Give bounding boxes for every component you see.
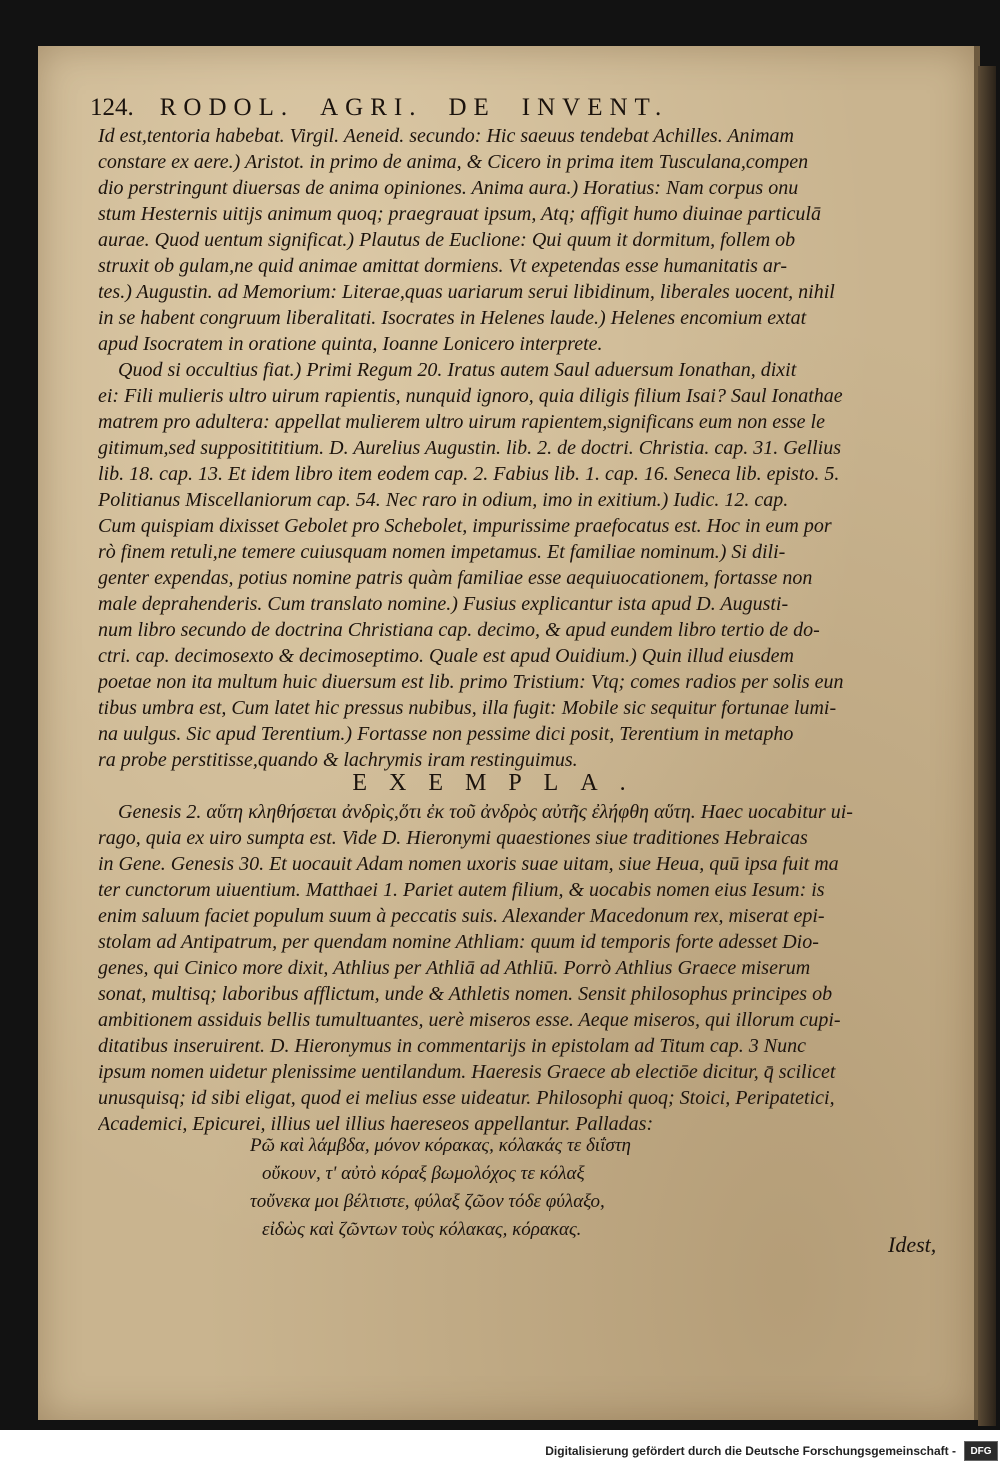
text-line: rò finem retuli,ne temere cuiusquam nomen impetamus. Et familiae nominum.) Si dili- (98, 541, 786, 563)
text-line: unusquisq; id sibi eligat, quod ei melius esse uideatur. Philosophi quoq; Stoici, Peripatetici, (98, 1087, 835, 1109)
text-line: in Gene. Genesis 30. Et uocauit Adam nomen uxoris suae uitam, siue Heua, quū ipsa fuit ma (98, 853, 839, 875)
text-line: male deprahenderis. Cum translato nomine.) Fusius explicantur ista apud D. Augusti- (98, 593, 789, 615)
text-line: na uulgus. Sic apud Terentium.) Fortasse non pessime dici posit, Terentium in metapho (98, 723, 794, 745)
page-number: 124. (90, 94, 134, 121)
text-line: Politianus Miscellaniorum cap. 54. Nec raro in odium, imo in exitium.) Iudic. 12. cap. (98, 489, 789, 511)
text-line: Quod si occultius fiat.) Primi Regum 20. Iratus autem Saul aduersum Ionathan, dixit (118, 359, 797, 381)
header-word: RODOL. (159, 94, 295, 121)
text-line: aurae. Quod uentum significat.) Plautus de Euclione: Qui quum it dormitum, follem ob (98, 229, 796, 251)
text-line: apud Isocratem in oratione quinta, Ioanne Lonicero interprete. (98, 333, 603, 355)
text-line: tibus umbra est, Cum latet hic pressus nubibus, illa fugit: Mobile sic sequitur fortunae lumi- (98, 697, 837, 719)
text-line: genter expendas, potius nomine patris quàm familiae esse aequiuocationem, fortasse non (98, 567, 813, 589)
text-line: constare ex aere.) Aristot. in primo de anima, & Cicero in prima item Tusculana,compen (98, 151, 809, 173)
text-line: ra probe perstitisse,quando & lachrymis iram restinguimus. (98, 749, 578, 771)
verse-line: Ρῶ καὶ λάμβδα, μόνον κόρακας, κόλακάς τε διΐστη (250, 1135, 631, 1156)
text-line: gitimum,sed suppositititium. D. Aurelius Augustin. lib. 2. de doctri. Christia. cap. 31. Gellius (98, 437, 841, 459)
text-line: ter cunctorum uiuentium. Matthaei 1. Pariet autem filium, & uocabis nomen eius Iesum: is (98, 879, 825, 901)
digitization-footer (0, 1430, 1000, 1472)
text-line: sonat, multisq; laboribus afflictum, unde & Athletis nomen. Sensit philosophus principes ob (98, 983, 833, 1005)
header-word: DE (448, 94, 496, 121)
text-line: genes, qui Cinico more dixit, Athlius per Athliā ad Athliū. Porrò Athlius Graece miserum (98, 957, 811, 979)
text-line: lib. 18. cap. 13. Et idem libro item eodem cap. 2. Fabius lib. 1. cap. 16. Seneca lib. episto. 5. (98, 463, 840, 485)
dfg-logo-icon[interactable]: DFG (964, 1441, 998, 1461)
page-edge (978, 66, 996, 1426)
verse-line: οὔκουν, τ' αὐτὸ κόραξ βωμολόχος τε κόλαξ (262, 1163, 585, 1184)
text-line: ditatibus inseruirent. D. Hieronymus in commentarijs in epistolam ad Titum cap. 3 Nunc (98, 1035, 806, 1057)
catchword: Idest, (888, 1232, 937, 1257)
text-line: ambitionem assiduis bellis tumultuantes, uerè miseros esse. Aeque miseros, qui illorum cupi- (98, 1009, 841, 1031)
text-line: poetae non ita multum huic diuersum est lib. primo Tristium: Vtq; comes radios per solis eun (98, 671, 844, 693)
text-line: dio perstringunt diuersas de anima opiniones. Anima aura.) Horatius: Nam corpus onu (98, 177, 799, 199)
text-line: rago, quia ex uiro sumpta est. Vide D. Hieronymi quaestiones siue traditiones Hebraicas (98, 827, 808, 849)
verse-line: εἰδὼς καὶ ζῶντων τοὺς κόλακας, κόρακας. (262, 1219, 582, 1240)
funding-note: Digitalisierung gefördert durch die Deutsche Forschungsgemeinschaft - (545, 1444, 956, 1458)
text-line: struxit ob gulam,ne quid animae amittat dormiens. Vt expetendas esse humanitatis ar- (98, 255, 787, 277)
text-line: stum Hesternis uitijs animum quoq; praegrauat ipsum, Atq; affigit humo diuinae particulā (98, 203, 821, 225)
header-word: INVENT. (521, 94, 669, 121)
text-line: ei: Fili mulieris ultro uirum rapientis, nunquid ignoro, quia diligis filium Isai? Saul Ionathae (98, 385, 843, 407)
text-line: matrem pro adultera: appellat mulierem ultro uirum rapientem,significans eum non esse le (98, 411, 825, 433)
header-word: AGRI. (320, 94, 423, 121)
text-line: Academici, Epicurei, illius uel illius haereseos appellantur. Palladas: (98, 1113, 654, 1135)
text-line: in se habent congruum liberalitati. Isocrates in Helenes laude.) Helenes encomium extat (98, 307, 807, 329)
text-line: ctri. cap. decimosexto & decimoseptimo. Quale est apud Ouidium.) Quin illud eiusdem (98, 645, 794, 667)
verse-line: τοὔνεκα μοι βέλτιστε, φύλαξ ζῶον τόδε φύλαξο, (250, 1191, 605, 1212)
text-line: stolam ad Antipatrum, per quendam nomine Athliam: quum id temporis forte adesset Dio- (98, 931, 819, 953)
text-line: ipsum nomen uidetur plenissime uentilandum. Haeresis Graece ab electiōe dicitur, q̄ scilicet (98, 1061, 836, 1083)
running-header (90, 94, 870, 128)
text-line: Cum quispiam dixisset Gebolet pro Schebolet, impurissime praefocatus est. Hoc in eum por (98, 515, 832, 537)
text-line: Id est,tentoria habebat. Virgil. Aeneid. secundo: Hic saeuus tendebat Achilles. Animam (98, 125, 794, 147)
text-line: num libro secundo de doctrina Christiana cap. decimo, & apud eundem libro tertio de do- (98, 619, 820, 641)
text-line: enim saluum faciet populum suum à peccatis suis. Alexander Macedonum rex, miserat epi- (98, 905, 825, 927)
text-line: tes.) Augustin. ad Memorium: Literae,quas uariarum serui libidinum, liberales uocent, nihil (98, 281, 835, 303)
text-line: Genesis 2. αὕτη κληθήσεται ἀνδρὶς,ὅτι ἐκ τοῦ ἀνδρὸς αὐτῆς ἐλήφθη αὕτη. Haec uocabitur ui- (118, 801, 853, 823)
section-heading: EXEMPLA. (352, 770, 648, 796)
